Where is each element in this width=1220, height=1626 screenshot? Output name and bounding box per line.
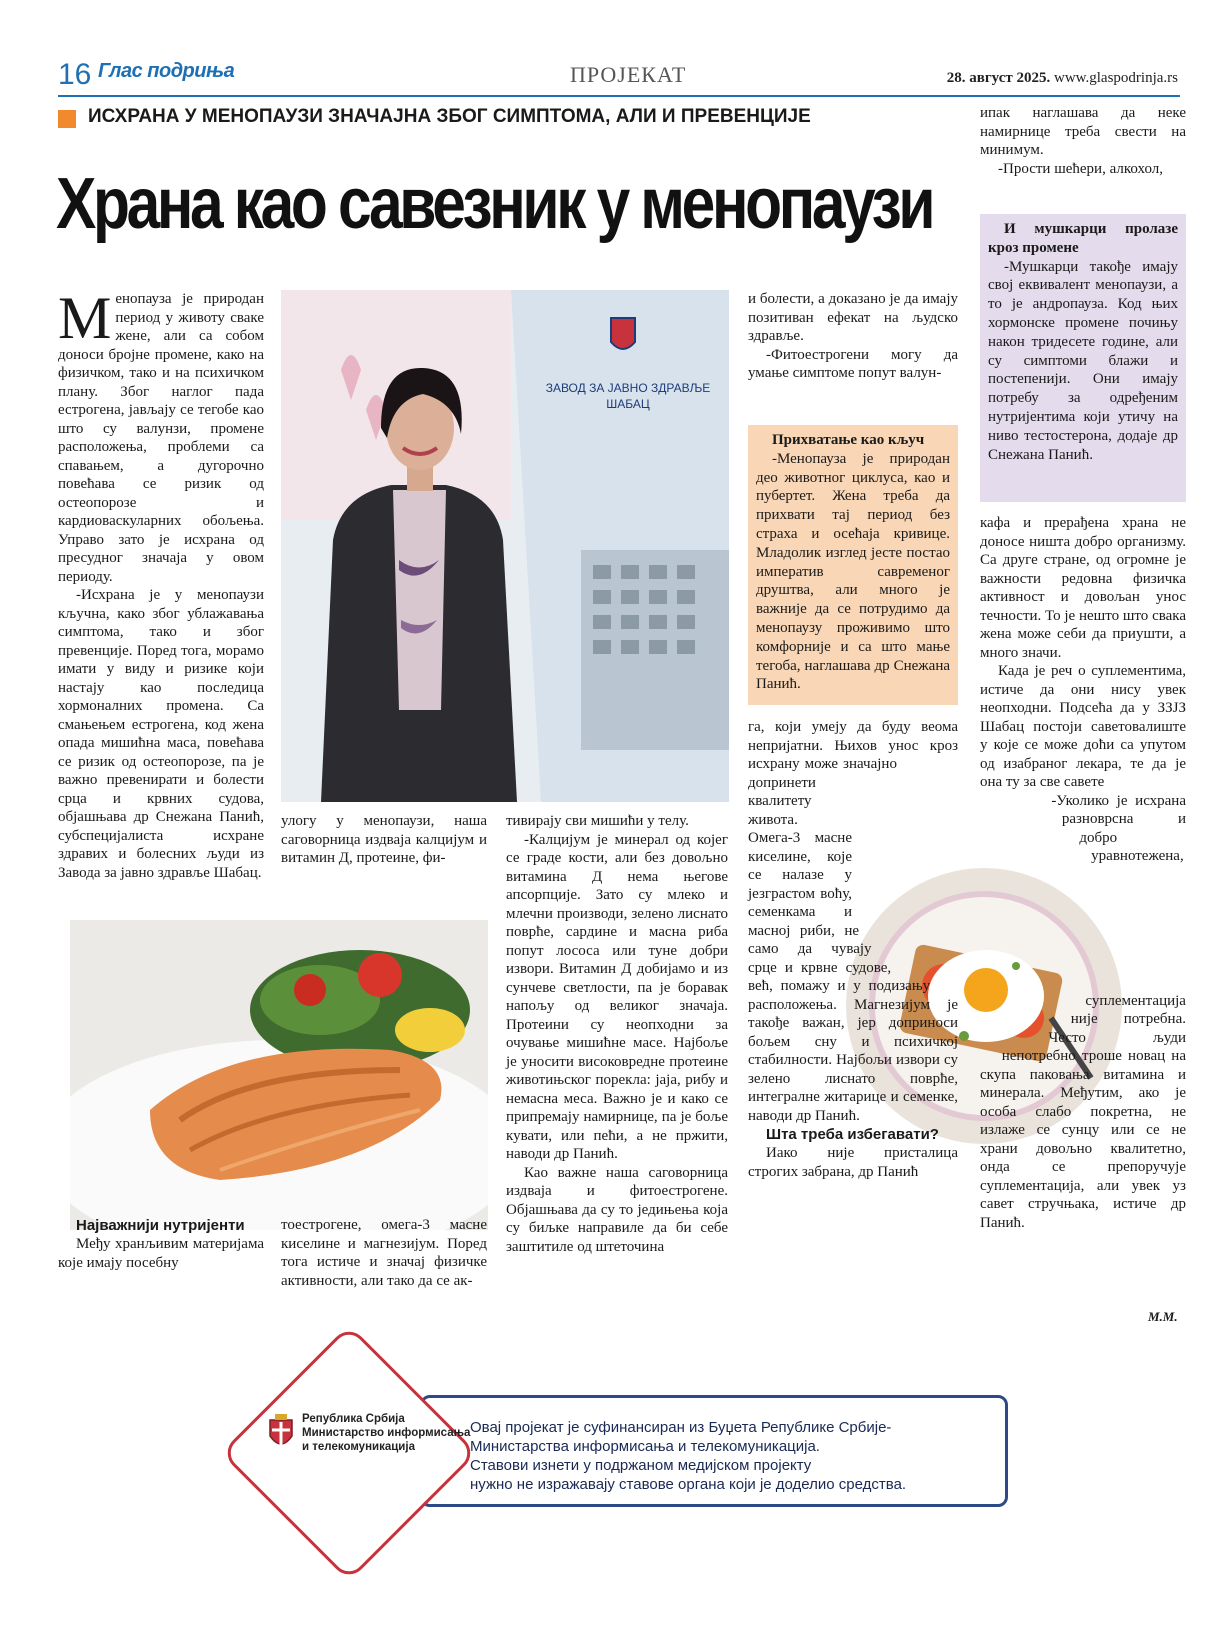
column-4b (748, 718, 958, 1181)
col3-paragraph-2: -Калцијум је минерал од којег се граде кости, али без довољно витамина Д нема његове апсорпције. Зато су млеко и млечни производи, зелено лиснато поврће, сардине и масна риба попут лососа или туне добри извори. Витамин Д добијамо и из сунчеве светлости, па је боравак напољу од великог значаја. Протеини су неопходни за очување мишићне масе. Најбоље је уносити високовредне протеине животињског порекла: јаја, рибу и немасна меса. Важно је и како се припремају намирнице, па је боље кувати, или пећи, а не пржити, наводи др Панић. (506, 831, 728, 1162)
column-5 (980, 104, 1186, 178)
author-signature: М.М. (1148, 1309, 1178, 1324)
col5b-paragraph-3-text: -Уколико је исхрана разноврсна и добро уравнотежена, суплементација није потребна. Често људи непотребно троше новац на скупа паковања витамина и минерала. Међутим, ако је особа слабо покретна, не излаже се сунцу или се не храни довољно квалитетно, онда се препоручује суплементација, али увек уз савет стручњака, истиче др Панић. (980, 792, 1186, 1231)
issue-date: 28. август 2025. (946, 70, 1051, 86)
portrait-illustration (281, 290, 729, 802)
portrait-photo (281, 290, 729, 802)
sidebar-box-men (980, 214, 1186, 502)
kicker: ИСХРАНА У МЕНОПАУЗИ ЗНАЧАЈНА ЗБОГ СИМПТОМА, АЛИ И ПРЕВЕНЦИЈЕ (88, 106, 811, 127)
column-5b (980, 514, 1186, 1232)
col4b-paragraph-1 (748, 718, 958, 1125)
col5b-paragraph-3 (980, 792, 1186, 1233)
col5b-paragraph-2: Када је реч о суплементима, истиче да они нису увек неопходни. Подсећа да у ЗЗЈЗ Шабац постоји саветовалиште у које се може доћи са упутом од изабраног лекара, те да је она ту за све савете (980, 663, 1186, 790)
col1-paragraph-1: енопауза је природан период у животу сваке жене, али са собом доноси бројне промене, како на физичком, тако и на психичком плану. Због наглог пада естрогена, јављају се тегобе као што су валунзи, промене расположења, проблеми са спавањем, а дугорочно повећава се ризик од остеопорозе и кардиоваскуларних обољења. Управо зато је исхрана од пресудног значаја у овом периоду. (58, 291, 264, 585)
col1b-paragraph-1: Међу хранљивим материјама које имају посебну (58, 1236, 264, 1271)
kicker-square-icon (58, 110, 76, 128)
funding-notice-text (470, 1418, 906, 1494)
col5-paragraph-1: ипак наглашава да неке намирнице треба свести на минимум. (980, 105, 1186, 158)
column-2b (281, 1216, 487, 1290)
ministry-emblem-text: Република Србија Министарство информисања и телекомуникација (302, 1413, 471, 1453)
col4b-paragraph-2: Иако није присталица строгих забрана, др Панић (748, 1145, 958, 1180)
col4-paragraph-2: -Фитоестрогени могу да умање симптоме попут валун- (748, 346, 958, 381)
photo-banner-text (543, 380, 713, 412)
header-rule (58, 95, 1180, 97)
col5b-paragraph-1: кафа и прерађена храна не доносе ништа добро организму. Са друге стране, од огромне је важности редовна физичка активност и довољан унос течности. То је нешто што свака жена може себи да приушти, а много значи. (980, 515, 1186, 661)
column-1 (58, 285, 264, 882)
column-1b (58, 1216, 264, 1272)
page-number: 16 (58, 58, 92, 91)
salmon-illustration (70, 920, 488, 1230)
column-2 (281, 812, 487, 868)
subhead-avoid: Шта треба избегавати? (766, 1126, 939, 1143)
funding-line-4: нужно не изражавају ставове органа који је доделио средства. (470, 1476, 907, 1493)
col4-paragraph-1: и болести, а доказано је да имају позитиван ефекат на људско здравље. (748, 291, 958, 344)
col5-paragraph-2: -Прости шећери, алкохол, (998, 160, 1163, 177)
drop-cap: М (58, 285, 112, 351)
funding-line-3: Ставови изнети у подржаном медијском пројекту (470, 1457, 812, 1474)
funding-line-1: Овај пројекат је суфинансиран из Буџета Републике Србије- (470, 1419, 892, 1436)
col3-paragraph-1: тивирају сви мишићи у телу. (506, 813, 689, 829)
sidebar-box-acceptance (748, 425, 958, 705)
headline: Храна као савезник у менопаузи (56, 164, 933, 244)
col4b-paragraph-1-text: га, који умеју да буду веома непријатни. Њихов унос кроз исхрану може значајно допринети квалитету живота. Омега-3 масне киселине, које се налазе у језграстом воћу, семенкама и масној риби, не само да чувају срце и крвне судове, већ, помажу и у подизању расположења. Магнезијум је такође важан, јер доприноси бољем сну и психичкој стабилности. Најбољи извори су зелено лиснато поврће, интегралне житарице и семенке, наводи др Панић. (748, 719, 958, 1124)
salmon-photo (70, 920, 488, 1230)
col3-paragraph-3: Као важне наша саговорница издваја и фитоестрогене. Објашњава да су то једињења која су биљке направиле да би себе заштитиле од штеточина (506, 1164, 728, 1255)
col1-paragraph-2: -Исхрана је у менопаузи кључна, како због ублажавања симптома, тако и због превенције. Поред тога, морамо имати у виду и ризике који настају као последица хормоналних промена. Са смањењем естрогена, код жена опада мишићна маса, повећава се ризик од остеопорозе, па је важно превенирати и болести срца и крвних судова, објашњава др Снежана Панић, субспецијалиста исхране здравих и болесних људи из Завода за јавно здравље Шабац. (58, 587, 264, 881)
photo-banner-line-1: ЗАВОД ЗА ЈАВНО ЗДРАВЉЕ (545, 381, 711, 395)
column-4 (748, 290, 958, 383)
funding-line-2: Министарства информисања и телекомуникација. (470, 1438, 820, 1455)
col2b-paragraph-1: тоестрогене, омега-3 масне киселине и магнезијум. Поред тога истиче и значај физичке активности, али тако да се ак- (281, 1217, 487, 1289)
box-men-text: -Мушкарци такође имају свој еквивалент менопаузи, а то је андропауза. Код њих хормонске промене почињу након тридесете године, али су симптоми блажи и постепенији. Они имају потребу за одређеним нутријентима који утичу на ниво тестостерона, додаје др Снежана Панић. (988, 258, 1178, 463)
section-title: ПРОЈЕКАТ (570, 62, 687, 87)
column-3 (506, 812, 728, 1256)
box-acceptance-title: Прихватање као кључ (772, 432, 925, 448)
box-acceptance-text: -Менопауза је природан део животног циклуса, као и пубертет. Жена треба да прихвати тај период без страха и осећаја кривице. Младолик изглед јесте постао императив савременог друштва, али много је важније да се потрудимо да менопаузу проживимо што комфорније и са што мање тегоба, наглашава др Снежана Панић. (756, 450, 950, 693)
website: www.glaspodrinja.rs (1053, 70, 1178, 86)
box-men-title: И мушкарци пролазе кроз промене (988, 221, 1178, 256)
photo-banner-line-2: ШАБАЦ (606, 397, 650, 411)
subhead-nutrients: Најважнији нутријенти (76, 1217, 245, 1234)
col2-paragraph-1: улогу у менопаузи, наша саговорница издваја калцијум и витамин Д, протеине, фи- (281, 813, 487, 866)
newspaper-logo: Глас подриња (98, 60, 235, 82)
serbian-coat-of-arms-icon (266, 1414, 296, 1452)
issue-info (947, 70, 1178, 87)
